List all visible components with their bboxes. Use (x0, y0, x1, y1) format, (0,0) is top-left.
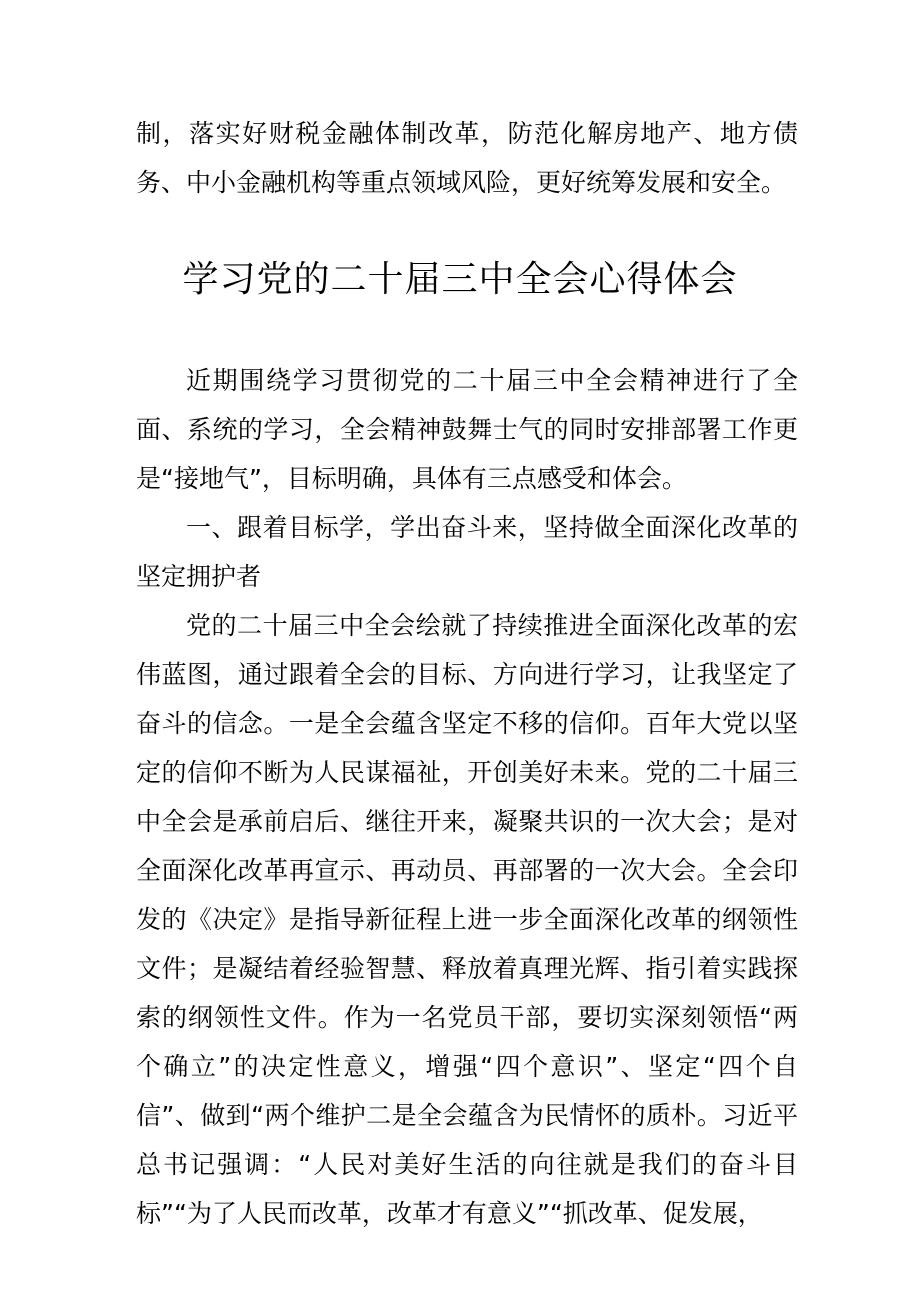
continuation-paragraph: 制，落实好财税金融体制改革，防范化解房地产、地方债务、中小金融机构等重点领域风险，更好统筹发展和安全。 (136, 119, 798, 197)
intro-paragraph: 近期围绕学习贯彻党的二十届三中全会精神进行了全面、系统的学习，全会精神鼓舞士气的同时安排部署工作更是“接地气”，目标明确，具体有三点感受和体会。 (136, 366, 798, 493)
body-paragraph: 党的二十届三中全会绘就了持续推进全面深化改革的宏伟蓝图，通过跟着全会的目标、方向进行学习，让我坚定了奋斗的信念。一是全会蕴含坚定不移的信仰。百年大党以坚定的信仰不断为人民谋福祉，开创美好未来。党的二十届三中全会是承前启后、继往开来，凝聚共识的一次大会；是对全面深化改革再宣示、再动员、再部署的一次大会。全会印发的《决定》是指导新征程上进一步全面深化改革的纲领性文件；是凝结着经验智慧、释放着真理光辉、指引着实践探索的纲领性文件。作为一名党员干部，要切实深刻领悟“两个确立”的决定性意义，增强“四个意识”、坚定“四个自信”、做到“两个维护二是全会蕴含为民情怀的质朴。习近平总书记强调：“人民对美好生活的向往就是我们的奋斗目标”“为了人民而改革，改革才有意义”“抓改革、促发展， (136, 611, 798, 1228)
document-title: 学习党的二十届三中全会心得体会 (182, 259, 738, 300)
section-heading-1: 一、跟着目标学，学出奋斗来，坚持做全面深化改革的坚定拥护者 (136, 513, 798, 591)
